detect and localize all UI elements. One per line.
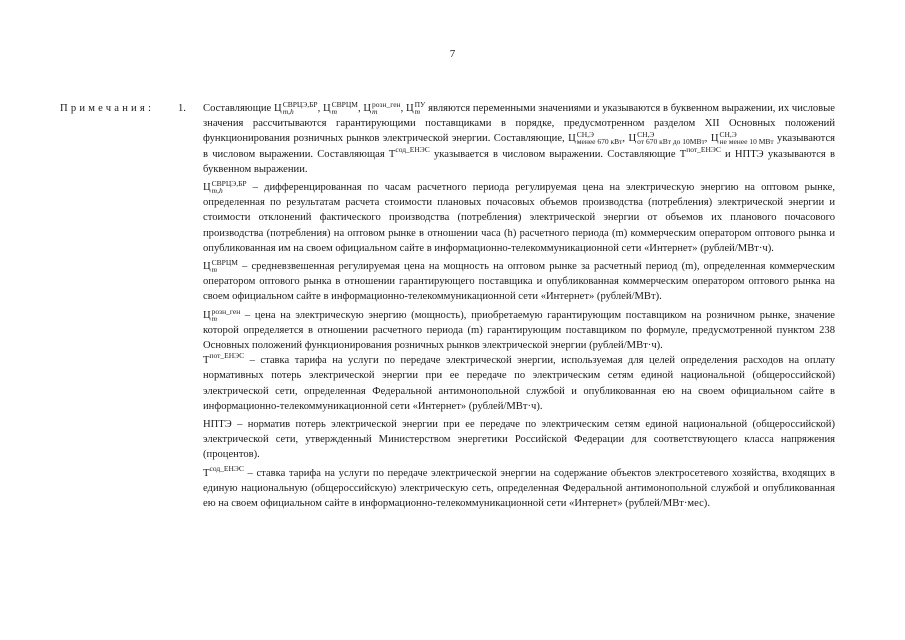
notes-label: Примечания: [60, 103, 155, 114]
symbol-c-svrcm: Ц СВРЦМ m [203, 258, 238, 275]
symbol-c-sn-ge10: Ц СН,Э не менее 10 МВт [710, 130, 774, 147]
definition-svrc-br: Ц СВРЦЭ,БР m,h – дифференцированная по часам расчетного периода регулируемая цена на электрическую энергию на оптовом рынке, определенная по результатам расчета стоимости плановых почасовых объемов производства (потребления) электрической энергии и стоимости отклонений фактического производства (потребления) электрической энергии от объемов их планового почасового производства (потребления) на оптовом рынке в отношении часа (h) расчетного периода (m) коммерческим оператором оптового рынка и опубликованная им на своем официальном сайте в информационно-телекоммуникационной сети «Интернет» (рублей/МВт·ч). [203, 179, 835, 254]
definition-sod-enes: $Т^{сод\_ЕНЭС}$ – ставка тарифа на услуги по передаче электрической энергии на содержание объектов электросетевого хозяйства, входящих в единую национальную (общероссийскую) электрическую сеть, определенная Федеральной антимонопольной службой и опубликованная ею на своем официальном сайте в информационно-телекоммуникационной сети «Интернет» (рублей/МВт·мес). [203, 463, 835, 510]
item-number: 1. [178, 103, 186, 114]
notes-body [203, 101, 835, 511]
definition-rozn-gen: Ц розн_ген m – цена на электрическую энергию (мощность), приобретаемую гарантирующим поставщиком на розничном рынке, значение которой определяется в отношении расчетного периода (m) гарантирующим поставщиком по формуле, предусмотренной пунктом 238 Основных положений функционирования розничных рынков электрической энергии (рублей/МВт·ч). [203, 306, 835, 352]
symbol-c-rozn-gen: Ц розн_ген m [363, 100, 401, 116]
symbol-t-pot-enes: $Т^{пот\_ЕНЭС}$ [679, 144, 721, 160]
symbol-npte: НПТЭ [203, 419, 232, 431]
symbol-c-pu: Ц ПУ m [405, 100, 426, 116]
symbol-c-svrc-br: Ц СВРЦЭ,БР m,h [203, 179, 247, 196]
definition-npte: НПТЭ – норматив потерь электрической энергии при ее передаче по электрическим сетям единой национальной (общероссийской) электрической сети, утвержденный Министерством энергетики Российской Федерации для соответствующего класса напряжения (процентов). [203, 419, 835, 461]
symbol-t-pot-enes: $Т^{пот\_ЕНЭС}$ [203, 351, 245, 367]
definition-pot-enes: $Т^{пот\_ЕНЭС}$ – ставка тарифа на услуги по передаче электрической энергии, используемая для целей определения расходов на оплату нормативных потерь электрической энергии при ее передаче по электрическим сетям единой национальной (общероссийской) электрической сети, определенная Федеральной антимонопольной службой и опубликованная ею на своем официальном сайте в информационно-телекоммуникационной сети «Интернет» (рублей/МВт·ч). [203, 351, 835, 412]
symbol-c-svrc-br: Ц СВРЦЭ,БР m,h [274, 100, 318, 116]
symbol-t-sod-enes: $Т^{сод\_ЕНЭС}$ [203, 463, 244, 479]
note-paragraph-components: Составляющие Ц СВРЦЭ,БР m,h , Ц СВРЦМ m , Ц розн_ген m , Ц ПУ m являются переменными значениями и указываются в буквенном выражении, их числовые значения рассчитываются гарантирующими поставщиками в порядке, предусмотренном разделом XII Основных положений функционирования розничных рынков электрической энергии. Составляющие, Ц СН,Э менее 670 кВт , Ц СН,Э от 670 кВт до 10МВт , Ц СН,Э не менее 10 МВт указываются в числовом выражении. Составляющая $Т^{сод\_ЕНЭС}$ указывается в числовом выражении. Составляющие $Т^{пот\_ЕНЭС}$ и НПТЭ указываются в буквенном выражении. [203, 100, 836, 175]
page-number: 7 [449, 48, 456, 60]
symbol-c-rozn-gen: Ц розн_ген m [203, 306, 241, 323]
definition-svrcm: Ц СВРЦМ m – средневзвешенная регулируемая цена на мощность на оптовом рынке за расчетный период (m), определенная коммерческим оператором оптового рынка в отношении гарантирующего поставщика и опубликованная коммерческим оператором оптового рынка на своем официальном сайте в информационно-телекоммуникационной сети «Интернет» (рублей/МВт). [203, 258, 835, 303]
symbol-t-sod-enes: $Т^{сод\_ЕНЭС}$ [388, 144, 430, 160]
symbol-c-sn-lt670: Ц СН,Э менее 670 кВт [568, 130, 623, 147]
symbol-c-sn-670-10: Ц СН,Э от 670 кВт до 10МВт [628, 130, 705, 147]
symbol-c-svrcm: Ц СВРЦМ m [323, 100, 358, 116]
